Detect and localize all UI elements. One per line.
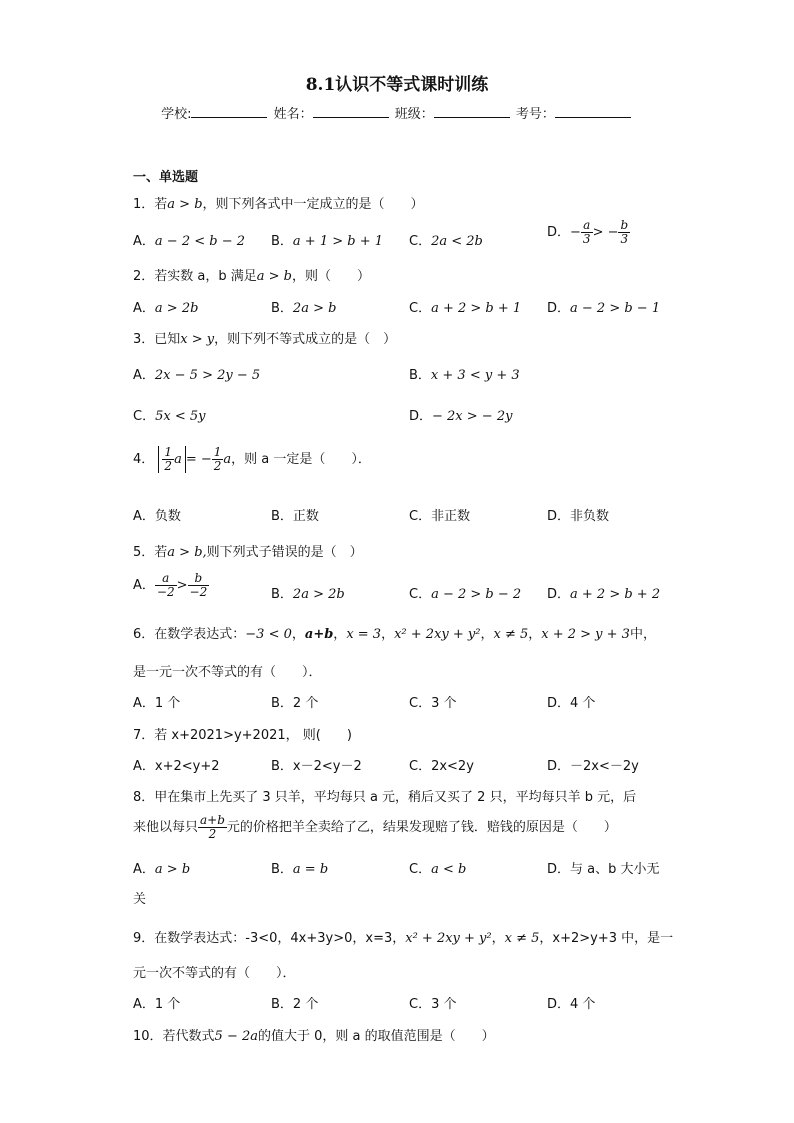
denominator: 3	[620, 232, 629, 246]
option-label: B．	[271, 759, 293, 774]
option-value: 2x − 5 > 2y − 5	[154, 368, 261, 383]
option-label: A．	[133, 301, 155, 316]
numerator: 1	[213, 445, 222, 459]
q7-option-b[interactable]	[271, 755, 362, 774]
fraction	[618, 219, 630, 246]
page-title: 8.1认识不等式课时训练	[305, 75, 489, 95]
q1-stem-tail: ，则下列各式中一定成立的是（ ）	[202, 197, 424, 212]
q1-stem-text: 1．若	[133, 197, 168, 212]
q9-option-b[interactable]	[271, 993, 318, 1012]
option-value: 2a > 2b	[292, 587, 345, 602]
denominator: 2	[213, 459, 222, 473]
fraction	[188, 572, 210, 599]
option-value: a = b	[292, 862, 329, 877]
option-value: 5x < 5y	[155, 409, 206, 424]
separator: ，	[528, 627, 542, 642]
option-value: 负数	[154, 509, 181, 524]
variable: a	[223, 452, 232, 467]
option-label: B．	[271, 509, 293, 524]
expression: x = 3	[346, 627, 382, 642]
option-label: D．	[547, 301, 571, 316]
option-label: D．	[547, 862, 571, 877]
q3-option-b[interactable]	[409, 364, 520, 383]
q5-stem-math: a > b,	[167, 545, 207, 560]
option-label: C．	[409, 997, 432, 1012]
q3-stem-math: x > y	[180, 332, 215, 347]
option-value: 1 个	[154, 696, 181, 711]
q4-option-a[interactable]	[133, 505, 181, 524]
numerator: b	[188, 572, 210, 586]
option-value: a + 2 > b + 2	[570, 587, 661, 602]
option-label: C．	[409, 587, 432, 602]
option-label: C．	[409, 301, 432, 316]
option-value: 2x<2y	[431, 759, 474, 774]
question-4-stem	[133, 446, 371, 473]
q5-stem-tail: 则下列式子错误的是（ ）	[206, 545, 363, 560]
name-label: 姓名：	[273, 107, 313, 122]
expression: a+b	[304, 627, 334, 642]
number-label: 考号：	[515, 107, 555, 122]
fraction	[155, 572, 177, 599]
school-label: 学校:	[161, 107, 192, 122]
option-value: 2 个	[292, 696, 319, 711]
option-value: 3 个	[431, 696, 457, 711]
q1-option-b[interactable]	[271, 230, 383, 249]
q8-option-d[interactable]	[547, 858, 660, 877]
question-8-line2	[133, 814, 617, 841]
option-label: A．	[133, 997, 155, 1012]
class-blank[interactable]	[434, 105, 510, 118]
q9-text-tail: ，x+2>y+3 中，是一	[539, 931, 674, 946]
school-blank[interactable]	[191, 105, 267, 118]
option-label: C．	[409, 759, 432, 774]
q8-option-a[interactable]	[133, 858, 190, 877]
q7-option-d[interactable]	[547, 755, 639, 774]
option-label: D．	[547, 509, 571, 524]
fraction	[198, 814, 227, 841]
q6-stem-end: 中，	[629, 627, 656, 642]
option-value: a − 2 < b − 2	[154, 234, 245, 249]
numerator: a+b	[200, 813, 225, 827]
relation: > −	[592, 225, 619, 240]
option-value: 1 个	[154, 997, 181, 1012]
option-value: x + 3 < y + 3	[430, 368, 520, 383]
option-label: C．	[409, 234, 432, 249]
question-6-stem	[133, 623, 656, 642]
q3-stem-text: 3．已知	[133, 332, 181, 347]
separator: ，	[480, 627, 494, 642]
option-label: B．	[271, 587, 293, 602]
question-6-line2: 是一元一次不等式的有（ ）．	[133, 665, 322, 680]
option-value: x+2<y+2	[154, 759, 220, 774]
expression: −3 < 0	[245, 627, 292, 642]
q8-text-tail: 元的价格把羊全卖给了乙，结果发现赔了钱．赔钱的原因是（ ）	[226, 820, 617, 835]
option-label: B．	[271, 234, 293, 249]
question-5-stem	[133, 541, 363, 560]
q5-option-d[interactable]	[547, 583, 660, 602]
option-label: D．	[547, 696, 571, 711]
option-label: B．	[409, 368, 431, 383]
option-value: 2a < 2b	[431, 234, 483, 249]
class-label: 班级：	[394, 107, 434, 122]
expression: x ≠ 5	[493, 627, 529, 642]
q10-stem-tail: 的值大于 0，则 a 的取值范围是（ ）	[258, 1029, 495, 1044]
q6-option-a[interactable]	[133, 692, 180, 711]
q6-stem-text: 6．在数学表达式：	[133, 627, 246, 642]
option-label: D．	[409, 409, 433, 424]
section-heading: 一、单选题	[133, 170, 199, 185]
q6-option-d[interactable]	[547, 692, 595, 711]
question-8-line1: 8．甲在集市上先买了 3 只羊，平均每只 a 元，稍后又买了 2 只，平均每只羊 b 元，后	[133, 790, 637, 805]
name-blank[interactable]	[313, 105, 389, 118]
q5-option-a[interactable]	[133, 572, 209, 599]
option-label: C．	[409, 862, 432, 877]
variable: a	[174, 452, 182, 467]
q4-number: 4．	[133, 452, 155, 467]
q2-stem-tail: ，则（ ）	[292, 269, 371, 284]
q1-stem-math: a > b	[167, 197, 203, 212]
option-label: C．	[409, 509, 432, 524]
option-value: a > 2b	[154, 301, 199, 316]
q3-option-c[interactable]	[133, 405, 205, 424]
fraction	[162, 446, 174, 473]
question-10-stem	[133, 1025, 495, 1044]
option-value: 非正数	[431, 509, 471, 524]
q9-option-a[interactable]	[133, 993, 180, 1012]
q1-option-d[interactable]	[547, 219, 630, 246]
denominator: −2	[189, 585, 208, 599]
separator: ，	[291, 627, 305, 642]
separator: ，	[381, 627, 395, 642]
option-label: D．	[547, 759, 571, 774]
q8-option-b[interactable]	[271, 858, 328, 877]
option-label: A．	[133, 578, 155, 593]
option-label: A．	[133, 862, 155, 877]
separator: ，	[491, 931, 505, 946]
option-label: B．	[271, 696, 293, 711]
q7-option-c[interactable]	[409, 755, 474, 774]
option-value: − 2x > − 2y	[432, 409, 513, 424]
q2-option-a[interactable]	[133, 297, 198, 316]
q2-option-c[interactable]	[409, 297, 521, 316]
denominator: 2	[164, 459, 173, 473]
option-value: a + 2 > b + 1	[431, 301, 522, 316]
q2-stem-text: 2．若实数 a，b 满足	[133, 269, 257, 284]
q10-stem-math: 5 − 2a	[214, 1029, 258, 1044]
student-info-line	[0, 103, 794, 122]
option-label: C．	[409, 696, 432, 711]
q2-option-d[interactable]	[547, 297, 660, 316]
option-label: D．	[547, 225, 571, 240]
question-3-stem	[133, 328, 396, 347]
option-label: A．	[133, 696, 155, 711]
q8-option-d-continued: 关	[133, 892, 147, 907]
q6-option-b[interactable]	[271, 692, 318, 711]
expression: x² + 2xy + y²	[394, 627, 481, 642]
option-value: 2 个	[292, 997, 319, 1012]
q5-option-b[interactable]	[271, 583, 345, 602]
option-label: A．	[133, 234, 155, 249]
expression: x ≠ 5	[504, 931, 540, 946]
fraction	[581, 219, 593, 246]
denominator: −2	[156, 585, 175, 599]
q5-stem-text: 5．若	[133, 545, 168, 560]
numerator: 1	[164, 445, 173, 459]
relation: >	[176, 578, 188, 593]
q4-option-b[interactable]	[271, 505, 319, 524]
q2-stem-math: a > b	[256, 269, 292, 284]
option-value: 与 a、b 大小无	[570, 862, 660, 877]
question-9-line2: 元一次不等式的有（ ）．	[133, 966, 296, 981]
q8-option-c[interactable]	[409, 858, 466, 877]
expression: x² + 2xy + y²	[405, 931, 492, 946]
option-value: x－2<y－2	[292, 759, 362, 774]
q1-option-c[interactable]	[409, 230, 483, 249]
number-blank[interactable]	[555, 105, 631, 118]
option-value: 非负数	[570, 509, 610, 524]
q2-option-b[interactable]	[271, 297, 336, 316]
equals: = −	[185, 452, 212, 467]
q4-option-c[interactable]	[409, 505, 470, 524]
option-value: a + 1 > b + 1	[292, 234, 384, 249]
q5-option-c[interactable]	[409, 583, 521, 602]
minus-sign: −	[570, 225, 581, 240]
option-value: 4 个	[570, 696, 596, 711]
absolute-value	[158, 446, 185, 473]
question-9-line1	[133, 927, 673, 946]
denominator: 2	[208, 827, 217, 841]
option-value: a < b	[431, 862, 467, 877]
q8-text: 来他以每只	[133, 820, 199, 835]
separator: ，	[333, 627, 347, 642]
option-label: A．	[133, 509, 155, 524]
numerator: a	[155, 572, 177, 586]
option-value: 2a > b	[292, 301, 337, 316]
option-label: D．	[547, 587, 571, 602]
option-label: C．	[133, 409, 156, 424]
expression: x + 2 > y + 3	[541, 627, 630, 642]
question-7-stem: 7．若 x+2021>y+2021， 则( )	[133, 728, 352, 743]
numerator: b	[620, 218, 629, 232]
option-label: A．	[133, 759, 155, 774]
option-label: B．	[271, 862, 293, 877]
option-value: 3 个	[431, 997, 457, 1012]
fraction	[212, 446, 224, 473]
q1-option-a[interactable]	[133, 230, 245, 249]
q4-option-d[interactable]	[547, 505, 609, 524]
option-label: D．	[547, 997, 571, 1012]
q9-text: 9．在数学表达式：-3<0，4x+3y>0，x=3，	[133, 931, 406, 946]
option-label: A．	[133, 368, 155, 383]
denominator: 3	[582, 232, 591, 246]
q4-stem-tail: ，则 a 一定是（ ）．	[231, 452, 371, 467]
q10-stem-text: 10．若代数式	[133, 1029, 215, 1044]
option-value: 4 个	[570, 997, 596, 1012]
option-label: B．	[271, 301, 293, 316]
option-value: －2x<－2y	[570, 759, 639, 774]
q9-option-c[interactable]	[409, 993, 456, 1012]
q3-stem-tail: ，则下列不等式成立的是（ ）	[214, 332, 397, 347]
q3-option-a[interactable]	[133, 364, 260, 383]
q7-option-a[interactable]	[133, 755, 220, 774]
option-value: 正数	[292, 509, 319, 524]
option-value: a − 2 > b − 2	[431, 587, 522, 602]
question-1-stem	[133, 193, 424, 212]
option-label: B．	[271, 997, 293, 1012]
q9-option-d[interactable]	[547, 993, 595, 1012]
numerator: a	[581, 219, 593, 233]
q3-option-d[interactable]	[409, 405, 512, 424]
question-2-stem	[133, 265, 370, 284]
option-value: a > b	[154, 862, 191, 877]
q6-option-c[interactable]	[409, 692, 456, 711]
option-value: a − 2 > b − 1	[570, 301, 661, 316]
